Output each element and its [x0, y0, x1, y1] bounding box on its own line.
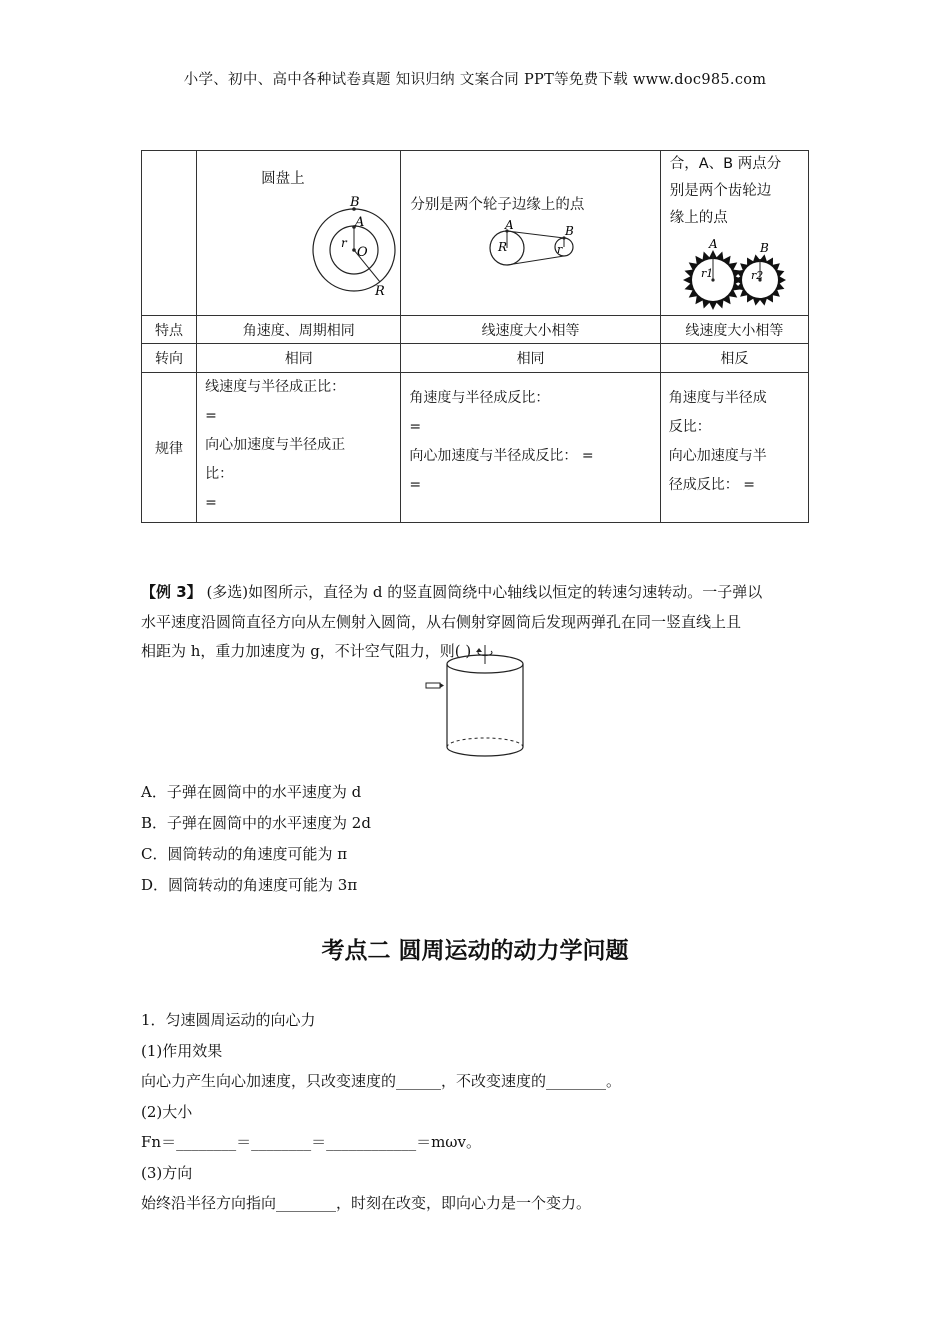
- diagram-row: [142, 151, 809, 316]
- label-r: r: [341, 236, 347, 250]
- option-d: D．圆筒转动的角速度可能为 3π: [141, 876, 358, 894]
- label-a: A: [505, 218, 515, 232]
- label-big-r: R: [375, 284, 385, 299]
- label-a: A: [355, 215, 365, 230]
- gear-feature: 线速度大小相等: [660, 316, 808, 344]
- disc-feature: 角速度、周期相同: [197, 316, 401, 344]
- gear-diagram: [681, 237, 793, 311]
- cylinder-figure: [424, 642, 528, 762]
- option-b: B．子弹在圆筒中的水平速度为 2d: [141, 814, 371, 832]
- belt-direction: 相同: [401, 344, 660, 373]
- bullet-icon: [426, 683, 440, 688]
- belt-feature: 线速度大小相等: [401, 316, 660, 344]
- section-title: 考点二 圆周运动的动力学问题: [321, 938, 629, 964]
- label-b: B: [759, 241, 769, 255]
- gear-caption: 合，A、B 两点分 别是两个齿轮边 缘上的点: [669, 156, 782, 226]
- comparison-table: [141, 150, 809, 523]
- disc-cell: [197, 151, 401, 316]
- label-r1: r1: [700, 267, 714, 280]
- row-label-feature: 特点: [142, 316, 197, 344]
- belt-diagram: [486, 217, 586, 273]
- example-line-2: 水平速度沿圆筒直径方向从左侧射入圆筒，从右侧射穿圆筒后发现两弹孔在同一竖直线上且: [141, 612, 742, 631]
- empty-cell: [142, 151, 197, 316]
- section-line: (1)作用效果: [141, 1041, 223, 1060]
- section-line: 始终沿半径方向指向________，时刻在改变，即向心力是一个变力。: [141, 1194, 592, 1212]
- example-line-1: 【例 3】 (多选)如图所示，直径为 d 的竖直圆筒绕中心轴线以恒定的转速匀速转动。一子弹以: [141, 583, 763, 601]
- disc-rule: 线速度与半径成正比： = 向心加速度与半径成正 比： =: [197, 373, 401, 523]
- feature-row: [142, 316, 809, 344]
- example-tag: 【例 3】: [141, 583, 202, 601]
- option-a: A．子弹在圆筒中的水平速度为 d: [141, 783, 362, 801]
- label-r: r: [557, 243, 563, 256]
- options-list: [141, 777, 371, 901]
- section-body: [141, 1005, 621, 1219]
- direction-row: [142, 344, 809, 373]
- belt-caption: 分别是两个轮子边缘上的点: [410, 197, 585, 213]
- disc-diagram: [309, 194, 399, 310]
- label-r2: r2: [750, 269, 764, 282]
- section-line: 1．匀速圆周运动的向心力: [141, 1011, 316, 1029]
- disc-direction: 相同: [197, 344, 401, 373]
- belt-cell: [401, 151, 660, 316]
- rule-row: [142, 373, 809, 523]
- section-line: Fn＝________＝________＝____________＝mωv。: [141, 1133, 481, 1151]
- label-b: B: [565, 224, 575, 238]
- label-a: A: [708, 237, 718, 251]
- label-o: O: [357, 245, 368, 260]
- section-line: 向心力产生向心加速度，只改变速度的______，不改变速度的________。: [141, 1072, 622, 1090]
- row-label-direction: 转向: [142, 344, 197, 373]
- label-big-r: R: [498, 240, 508, 254]
- option-c: C．圆筒转动的角速度可能为 π: [141, 845, 348, 863]
- gear-cell: [660, 151, 808, 316]
- label-b: B: [350, 195, 360, 210]
- page-header: 小学、初中、高中各种试卷真题 知识归纳 文案合同 PPT等免费下载 www.doc985.com: [183, 72, 767, 88]
- disc-caption: 圆盘上: [261, 171, 305, 187]
- section-line: (2)大小: [141, 1102, 193, 1121]
- section-line: (3)方向: [141, 1163, 193, 1182]
- gear-rule: 角速度与半径成 反比： 向心加速度与半 径成反比： =: [660, 373, 808, 523]
- gear-direction: 相反: [660, 344, 808, 373]
- row-label-rule: 规律: [142, 373, 197, 523]
- belt-rule: 角速度与半径成反比： = 向心加速度与半径成反比： = =: [401, 373, 660, 523]
- example-line-3: 相距为 h，重力加速度为 g，不计空气阻力，则( ): [141, 642, 472, 660]
